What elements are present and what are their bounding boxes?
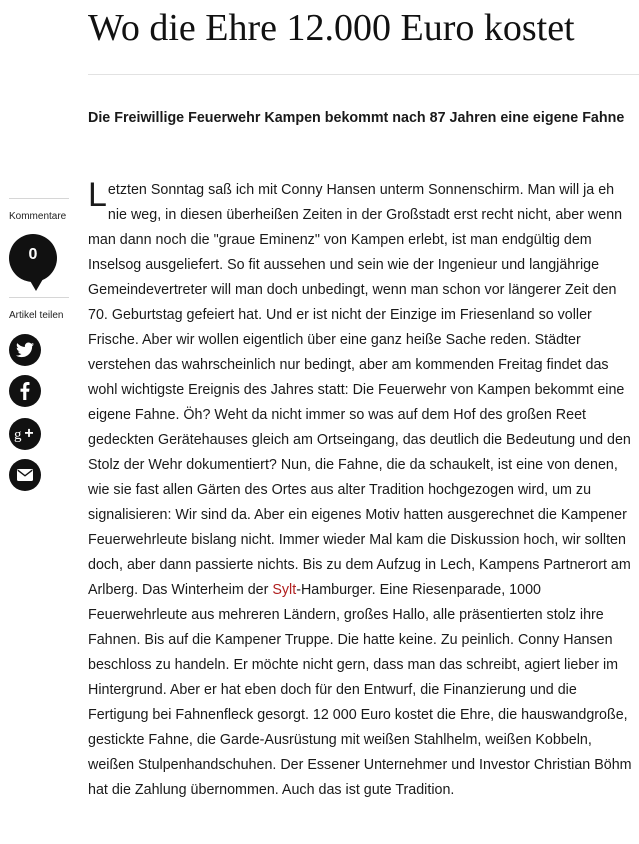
article-body <box>88 178 633 803</box>
twitter-share-button[interactable] <box>9 334 41 366</box>
sidebar-divider-share <box>9 297 69 298</box>
sidebar-divider-top <box>9 198 69 199</box>
headline-divider <box>88 74 639 75</box>
comments-label: Kommentare <box>9 211 67 222</box>
drop-cap: L <box>88 176 107 214</box>
comments-count: 0 <box>28 246 38 263</box>
body-lead-text: etzten Sonntag saß ich mit Conny Hansen unterm Sonnenschirm. Man will ja eh nie weg, in diesen überheißen Zeiten in der Großstadt erst recht nicht, aber wenn man dann noch die "graue Eminenz" von Kampen erlebt, ist man endgültig dem Inselsog ausgeliefert. So fit aussehen und sein wie der Ingenieur und langjährige Gemeindevertreter will man doch unbedingt, wenn man schon vor längerer Zeit den 70. Geburtstag gefeiert hat. Und er ist nicht der Einzige im Friesenland so voller Frische. Aber wir wollen eigentlich über eine ganz heiße Sache reden. Städter verstehen das wahrscheinlich nur bedingt, aber am kommenden Freitag findet das wohl wichtigste Ereignis des Jahres statt: Die Feuerwehr von Kampen bekommt eine eigene Fahne. Öh? Weht da nicht immer so was auf dem Hof des großen Reet gedeckten Gerätehauses gleich am Ortseingang, das deutlich die Bedeutung und den Stolz der Wehr dokumentiert? Nun, die Fahne, die da schaukelt, ist eine von denen, wie sie fast allen Gärten des Ortes aus alter Tradition hochgezogen wird, um zu signalisieren: Wir sind da. Aber ein eigenes Motiv hatten ausgerechnet die Kampener Feuerwehrleute bislang nicht. Immer wieder Mal kam die Diskussion hoch, wir sollten doch, aber dann passierte nichts. Bis zu dem Aufzug in Lech, Kampens Partnerort am Arlberg. Das Winterheim der <box>88 182 631 598</box>
email-share-button[interactable] <box>9 459 41 491</box>
twitter-icon <box>16 342 34 358</box>
body-tail-text: -Hamburger. Eine Riesenparade, 1000 Feuerwehrleute aus mehreren Ländern, großes Hallo, alle präsentierten stolz ihre Fahnen. Bis auf die Kampener Truppe. Die hatte keine. Zu peinlich. Conny Hansen beschloss zu handeln. Er möchte nicht gern, dass man das schreibt, agiert lieber im Hintergrund. Aber er hat eben doch für den Entwurf, die Finanzierung und die Fertigung bei Fahnenfleck gesorgt. 12 000 Euro kostet die Ehre, die hauswandgroße, gestickte Fahne, die Garde-Ausrüstung mit weißen Stahlhelm, weißen Kobbeln, weißen Stulpenhandschuhen. Der Essener Unternehmer und Investor Christian Böhm hat die Zahlung übernommen. Auch das ist gute Tradition. <box>88 582 632 798</box>
facebook-icon <box>20 382 30 400</box>
article-headline: Wo die Ehre 12.000 Euro kostet <box>88 7 575 49</box>
email-icon <box>17 469 33 481</box>
facebook-share-button[interactable] <box>9 375 41 407</box>
googleplus-share-button[interactable] <box>9 418 41 450</box>
article-teaser: Die Freiwillige Feuerwehr Kampen bekommt nach 87 Jahren eine eigene Fahne <box>88 110 625 126</box>
svg-text:g: g <box>14 427 22 442</box>
share-label: Artikel teilen <box>9 310 64 321</box>
googleplus-icon <box>14 426 36 442</box>
sylt-link[interactable]: Sylt <box>272 582 297 598</box>
comments-count-button[interactable] <box>9 234 57 282</box>
